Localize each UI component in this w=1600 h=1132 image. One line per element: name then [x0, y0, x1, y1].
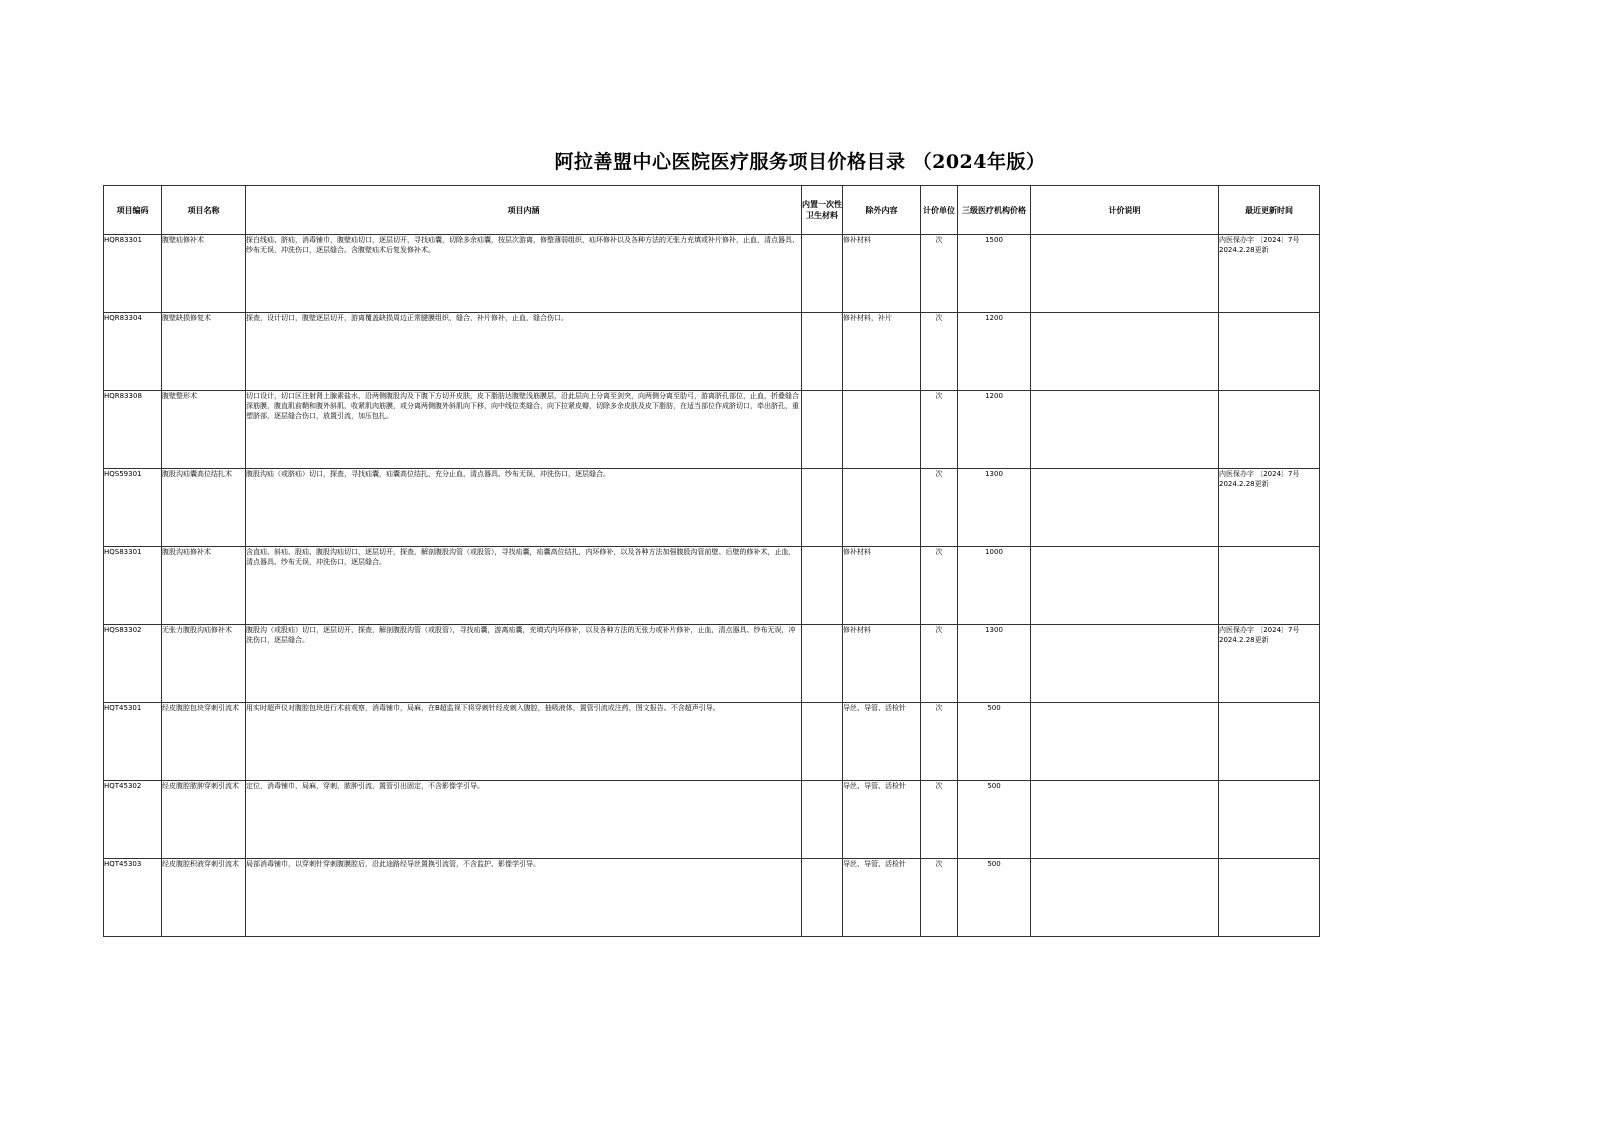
cell-name: 无张力腹股沟疝修补术	[162, 625, 246, 703]
cell-name: 腹股沟疝囊高位结扎术	[162, 469, 246, 547]
cell-consumables	[802, 547, 843, 625]
cell-notes	[1031, 235, 1219, 313]
cell-code: HQS83302	[104, 625, 162, 703]
table-row	[104, 547, 1320, 625]
cell-content: 探查，设计切口，腹壁逐层切开，游离覆盖缺损周边正常腱膜组织，缝合，补片修补，止血，缝合伤口。	[246, 313, 802, 391]
cell-notes	[1031, 625, 1219, 703]
table-row	[104, 391, 1320, 469]
cell-unit: 次	[921, 859, 958, 937]
cell-code: HQS59301	[104, 469, 162, 547]
cell-name: 腹壁缺损修复术	[162, 313, 246, 391]
cell-unit: 次	[921, 781, 958, 859]
cell-content: 探白线疝、脐疝，消毒铺巾，腹壁疝切口，逐层切开，寻找疝囊，切除多余疝囊，按层次游离，修整薄弱组织，疝环修补以及各种方法的无张力充填或补片修补，止血，清点器具、纱布无误，冲洗伤口，逐层缝合。含腹壁疝术后复发修补术。	[246, 235, 802, 313]
header-unit: 计价单位	[921, 186, 958, 235]
cell-consumables	[802, 235, 843, 313]
header-exclusions: 除外内容	[843, 186, 921, 235]
cell-exclusions: 修补材料	[843, 235, 921, 313]
cell-notes	[1031, 313, 1219, 391]
cell-code: HQS83301	[104, 547, 162, 625]
cell-content: 腹股沟疝（或脐疝）切口，探查，寻找疝囊，疝囊高位结扎，充分止血，清点器具、纱布无误，冲洗伤口，逐层缝合。	[246, 469, 802, 547]
cell-updated: 内医保办字 〔2024〕7号 2024.2.28更新	[1219, 469, 1320, 547]
cell-updated: 内医保办字 〔2024〕7号 2024.2.28更新	[1219, 625, 1320, 703]
cell-consumables	[802, 781, 843, 859]
cell-name: 经皮腹腔包块穿刺引流术	[162, 703, 246, 781]
header-code: 项目编码	[104, 186, 162, 235]
header-updated: 最近更新时间	[1219, 186, 1320, 235]
cell-unit: 次	[921, 313, 958, 391]
cell-unit: 次	[921, 703, 958, 781]
cell-updated	[1219, 313, 1320, 391]
table-row	[104, 859, 1320, 937]
cell-content: 用实时超声仪对腹腔包块进行术前观察，消毒铺巾，局麻，在B超监视下将穿刺针经皮刺入腹腔，抽吸液体，置管引流或注药，图文报告。不含超声引导。	[246, 703, 802, 781]
cell-price: 1300	[958, 469, 1031, 547]
cell-updated	[1219, 703, 1320, 781]
cell-price: 500	[958, 703, 1031, 781]
cell-unit: 次	[921, 391, 958, 469]
cell-name: 腹壁疝修补术	[162, 235, 246, 313]
cell-code: HQR83301	[104, 235, 162, 313]
cell-name: 经皮腹腔脓肿穿刺引流术	[162, 781, 246, 859]
cell-notes	[1031, 547, 1219, 625]
cell-unit: 次	[921, 235, 958, 313]
table-row	[104, 781, 1320, 859]
cell-exclusions: 导丝、导管、活检针	[843, 781, 921, 859]
page-title: 阿拉善盟中心医院医疗服务项目价格目录 （2024年版）	[554, 151, 1046, 173]
header-consumables: 内置一次性卫生材料	[802, 186, 843, 235]
cell-notes	[1031, 391, 1219, 469]
cell-code: HQR83308	[104, 391, 162, 469]
cell-notes	[1031, 781, 1219, 859]
cell-consumables	[802, 703, 843, 781]
cell-updated: 内医保办字 〔2024〕7号 2024.2.28更新	[1219, 235, 1320, 313]
cell-name: 腹壁整形术	[162, 391, 246, 469]
cell-unit: 次	[921, 625, 958, 703]
cell-price: 1500	[958, 235, 1031, 313]
cell-exclusions: 导丝、导管、活检针	[843, 859, 921, 937]
header-price: 三级医疗机构价格	[958, 186, 1031, 235]
header-notes: 计价说明	[1031, 186, 1219, 235]
table-header-row	[104, 186, 1320, 235]
table-row	[104, 469, 1320, 547]
cell-unit: 次	[921, 469, 958, 547]
price-catalog-table	[103, 185, 1320, 937]
cell-consumables	[802, 391, 843, 469]
cell-updated	[1219, 781, 1320, 859]
header-content: 项目内涵	[246, 186, 802, 235]
cell-unit: 次	[921, 547, 958, 625]
cell-notes	[1031, 703, 1219, 781]
cell-price: 500	[958, 781, 1031, 859]
table-row	[104, 703, 1320, 781]
table-row	[104, 235, 1320, 313]
cell-price: 1200	[958, 391, 1031, 469]
cell-updated	[1219, 547, 1320, 625]
cell-price: 1000	[958, 547, 1031, 625]
cell-notes	[1031, 469, 1219, 547]
cell-consumables	[802, 859, 843, 937]
cell-exclusions	[843, 391, 921, 469]
cell-exclusions: 导丝、导管、活检针	[843, 703, 921, 781]
cell-notes	[1031, 859, 1219, 937]
header-name: 项目名称	[162, 186, 246, 235]
cell-consumables	[802, 625, 843, 703]
cell-content: 含直疝、斜疝、股疝、腹股沟疝切口，逐层切开，探查，解剖腹股沟管（或股管），寻找疝囊，疝囊高位结扎，内环修补，以及各种方法加强腹股沟管前壁、后壁的修补术，止血，清点器具、纱布无误，冲洗伤口，逐层缝合。	[246, 547, 802, 625]
cell-exclusions: 修补材料	[843, 547, 921, 625]
cell-price: 1200	[958, 313, 1031, 391]
cell-updated	[1219, 859, 1320, 937]
cell-price: 1300	[958, 625, 1031, 703]
cell-name: 腹股沟疝修补术	[162, 547, 246, 625]
cell-name: 经皮腹腔积液穿刺引流术	[162, 859, 246, 937]
table-row	[104, 625, 1320, 703]
cell-code: HQT45301	[104, 703, 162, 781]
cell-content: 切口设计，切口区注射肾上腺素盐水，沿两侧腹股沟及下腹下方切开皮肤，皮下脂肪达腹壁浅筋膜层，沿此层向上分离至剑突，向两侧分离至肋弓，游离脐孔部位，止血，折叠缝合深筋膜，腹直肌前鞘和腹外斜肌，收紧肌肉筋膜，或分离两侧腹外斜肌向下移，向中线位类缝合，向下拉紧皮瓣，切除多余皮肤及皮下脂肪，在适当部位作成脐切口，牵出脐孔，重塑脐部，逐层缝合伤口，放置引流，加压包扎。	[246, 391, 802, 469]
cell-content: 定位，消毒铺巾，局麻，穿刺，脓肿引流，置管引出固定，不含影像学引导。	[246, 781, 802, 859]
cell-exclusions: 修补材料，补片	[843, 313, 921, 391]
cell-consumables	[802, 313, 843, 391]
cell-price: 500	[958, 859, 1031, 937]
table-row	[104, 313, 1320, 391]
cell-exclusions	[843, 469, 921, 547]
cell-code: HQT45303	[104, 859, 162, 937]
cell-consumables	[802, 469, 843, 547]
cell-code: HQT45302	[104, 781, 162, 859]
cell-code: HQR83304	[104, 313, 162, 391]
cell-updated	[1219, 391, 1320, 469]
cell-exclusions: 修补材料	[843, 625, 921, 703]
cell-content: 腹股沟（或股疝）切口，逐层切开，探查，解剖腹股沟管（或股管），寻找疝囊，游离疝囊，充填式内环修补，以及各种方法的无张力或补片修补，止血，清点器具、纱布无误，冲洗伤口，逐层缝合。	[246, 625, 802, 703]
cell-content: 局部消毒铺巾，以穿刺针穿刺腹膜腔后，沿此途路经导丝置换引流管，不含监护、影像学引导。	[246, 859, 802, 937]
